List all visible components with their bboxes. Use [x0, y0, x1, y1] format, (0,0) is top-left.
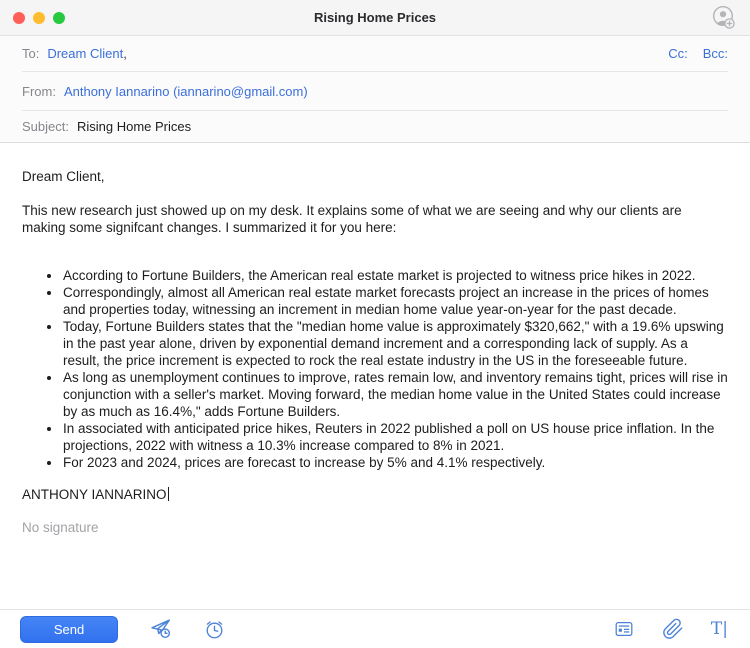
schedule-send-button[interactable] — [149, 617, 173, 641]
list-item: • As long as unemployment continues to improve, rates remain low, and inventory remains tight, prices will rise in conjunction with a seller's market. Moving forward, the median home value in the United States could increase by as much as 16.4%," adds Fortune Builders. — [62, 369, 728, 420]
greeting-text: Dream Client, — [22, 169, 105, 184]
list-item: • Correspondingly, almost all American real estate market forecasts project an increase in the prices of homes and properties today, witnessing an increment in median home value year-on-year for the past decade. — [62, 284, 728, 318]
compose-toolbar — [0, 609, 750, 648]
no-signature-label: No signature — [22, 520, 99, 535]
list-item: • In associated with anticipated price hikes, Reuters in 2022 published a poll on US house price inflation. In the projections, 2022 with witness a 10.3% increase compared to 8% in 2021. — [62, 420, 728, 454]
window-title: Rising Home Prices — [313, 10, 437, 25]
intro-text: This new research just showed up on my desk. It explains some of what we are seeing and why our clients are making some signifcant changes. I summarized it for you here: — [22, 203, 682, 235]
send-button[interactable]: Send — [20, 616, 118, 643]
zoom-icon[interactable] — [53, 12, 65, 24]
header-fields-button[interactable] — [613, 618, 635, 640]
to-row[interactable] — [22, 36, 728, 72]
titlebar — [0, 0, 750, 36]
minimize-icon[interactable] — [33, 12, 45, 24]
header-fields — [0, 36, 750, 143]
bullet-list — [22, 267, 728, 471]
list-item: • For 2023 and 2024, prices are forecast to increase by 5% and 4.1% respectively. — [62, 454, 728, 471]
signature-text: ANTHONY IANNARINO — [22, 486, 728, 503]
to-label: To: — [22, 46, 40, 61]
list-item: • According to Fortune Builders, the American real estate market is projected to witness price hikes in 2022. — [62, 267, 728, 284]
remind-me-button[interactable] — [203, 618, 226, 641]
toolbar-right-icons — [613, 618, 728, 640]
from-value[interactable]: Anthony Iannarino (iannarino@gmail.com) — [63, 83, 308, 99]
contact-card-icon — [613, 618, 635, 640]
from-label: From: — [22, 83, 56, 99]
attach-file-button[interactable] — [662, 618, 684, 640]
cc-button[interactable]: Cc: — [668, 46, 688, 61]
to-recipient[interactable]: Dream Client — [47, 46, 124, 61]
bcc-button[interactable]: Bcc: — [702, 46, 728, 61]
subject-row[interactable] — [22, 111, 728, 142]
list-item: • Today, Fortune Builders states that the "median home value is approximately $320,662," with a 19.6% upswing in the past year alone, driven by exponential demand increment and a corresponding lack of supply. As a result, the price increment is expected to rock the real estate industry in the US in the foreseeable future. — [62, 318, 728, 369]
alarm-clock-icon — [203, 618, 226, 641]
text-format-icon: T| — [710, 618, 728, 639]
text-format-button[interactable] — [710, 618, 728, 639]
paperclip-icon — [662, 618, 684, 640]
close-icon[interactable] — [13, 12, 25, 24]
paper-plane-clock-icon — [149, 617, 173, 641]
message-body[interactable] — [0, 143, 750, 609]
subject-value[interactable]: Rising Home Prices — [76, 119, 192, 134]
traffic-lights — [13, 12, 65, 24]
text-cursor — [168, 487, 170, 501]
add-contact-icon[interactable] — [711, 5, 737, 36]
subject-label: Subject: — [22, 119, 69, 134]
to-suffix: , — [123, 46, 127, 61]
from-row[interactable] — [22, 72, 728, 111]
